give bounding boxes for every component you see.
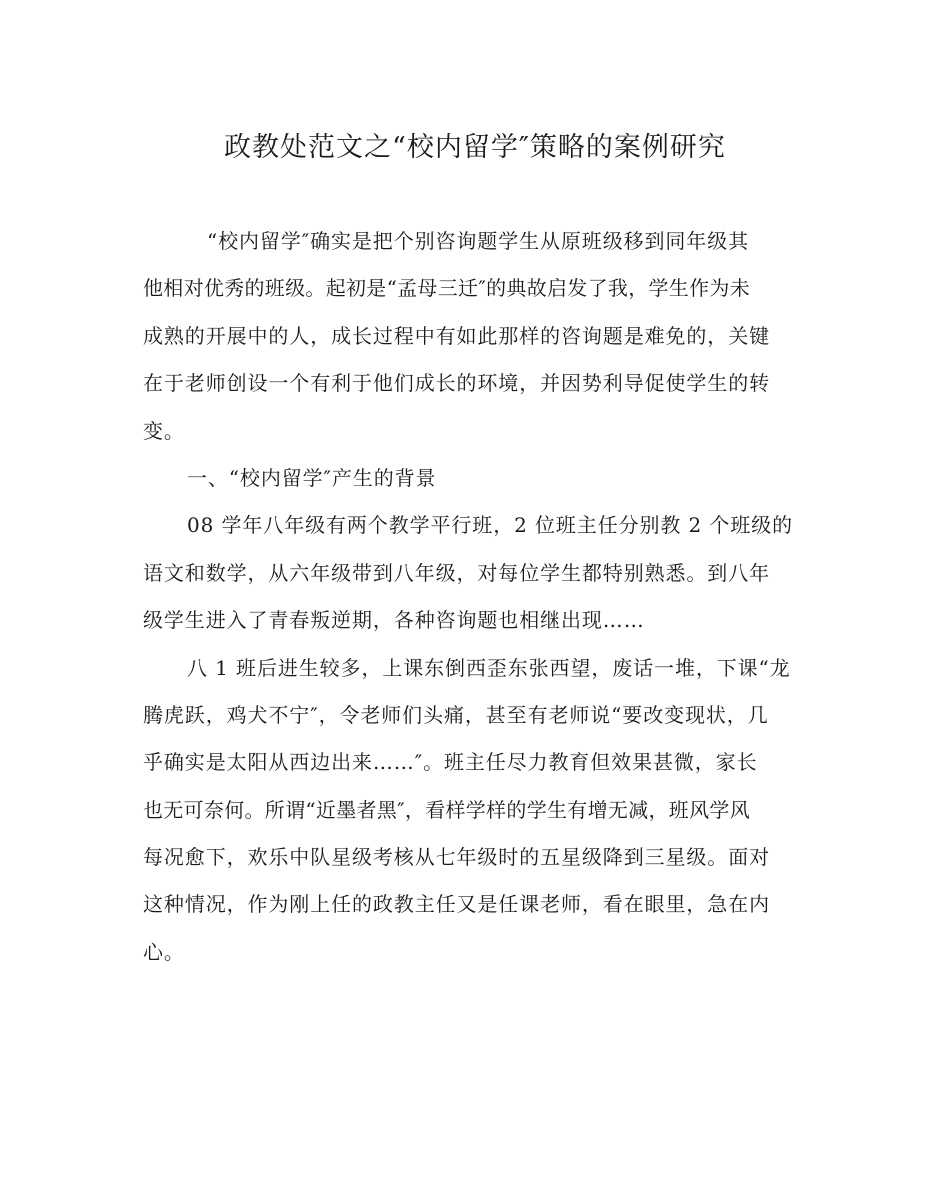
- section-heading: 一、“校内留学″产生的背景: [187, 465, 437, 490]
- paragraph-line: 成熟的开展中的人，成长过程中有如此那样的咨询题是难免的，关键: [143, 323, 770, 348]
- paragraph-line: 语文和数学，从六年级带到八年级，对每位学生都特别熟悉。到八年: [143, 560, 770, 585]
- paragraph-line: 变。: [143, 418, 185, 443]
- paragraph-line: 在于老师创设一个有利于他们成长的环境，并因势利导促使学生的转: [143, 371, 770, 396]
- paragraph-line: 心。: [143, 939, 185, 964]
- paragraph-line: 08 学年八年级有两个教学平行班，2 位班主任分别教 2 个班级的: [187, 513, 794, 538]
- paragraph-line: 乎确实是太阳从西边出来……″。班主任尽力教育但效果甚微，家长: [143, 750, 758, 775]
- paragraph-line: “校内留学″确实是把个别咨询题学生从原班级移到同年级其: [207, 229, 749, 253]
- paragraph-line: 每况愈下，欢乐中队星级考核从七年级时的五星级降到三星级。面对: [143, 845, 770, 870]
- paragraph-line: 他相对优秀的班级。起初是“孟母三迁″的典故启发了我，学生作为未: [143, 276, 750, 301]
- paragraph-line: 八 1 班后进生较多，上课东倒西歪东张西望，废话一堆，下课“龙: [187, 655, 791, 680]
- paragraph-line: 级学生进入了青春叛逆期，各种咨询题也相继出现……: [143, 608, 645, 633]
- document-title: 政教处范文之“校内留学″策略的案例研究: [224, 132, 726, 163]
- paragraph-line: 也无可奈何。所谓“近墨者黑″，看样学样的学生有增无减，班风学风: [143, 797, 750, 822]
- document-body: [143, 218, 811, 976]
- paragraph-line: 腾虎跃，鸡犬不宁″，令老师们头痛，甚至有老师说“要改变现状，几: [143, 702, 769, 727]
- paragraph-line: 这种情况，作为刚上任的政教主任又是任课老师，看在眼里，急在内: [143, 892, 770, 917]
